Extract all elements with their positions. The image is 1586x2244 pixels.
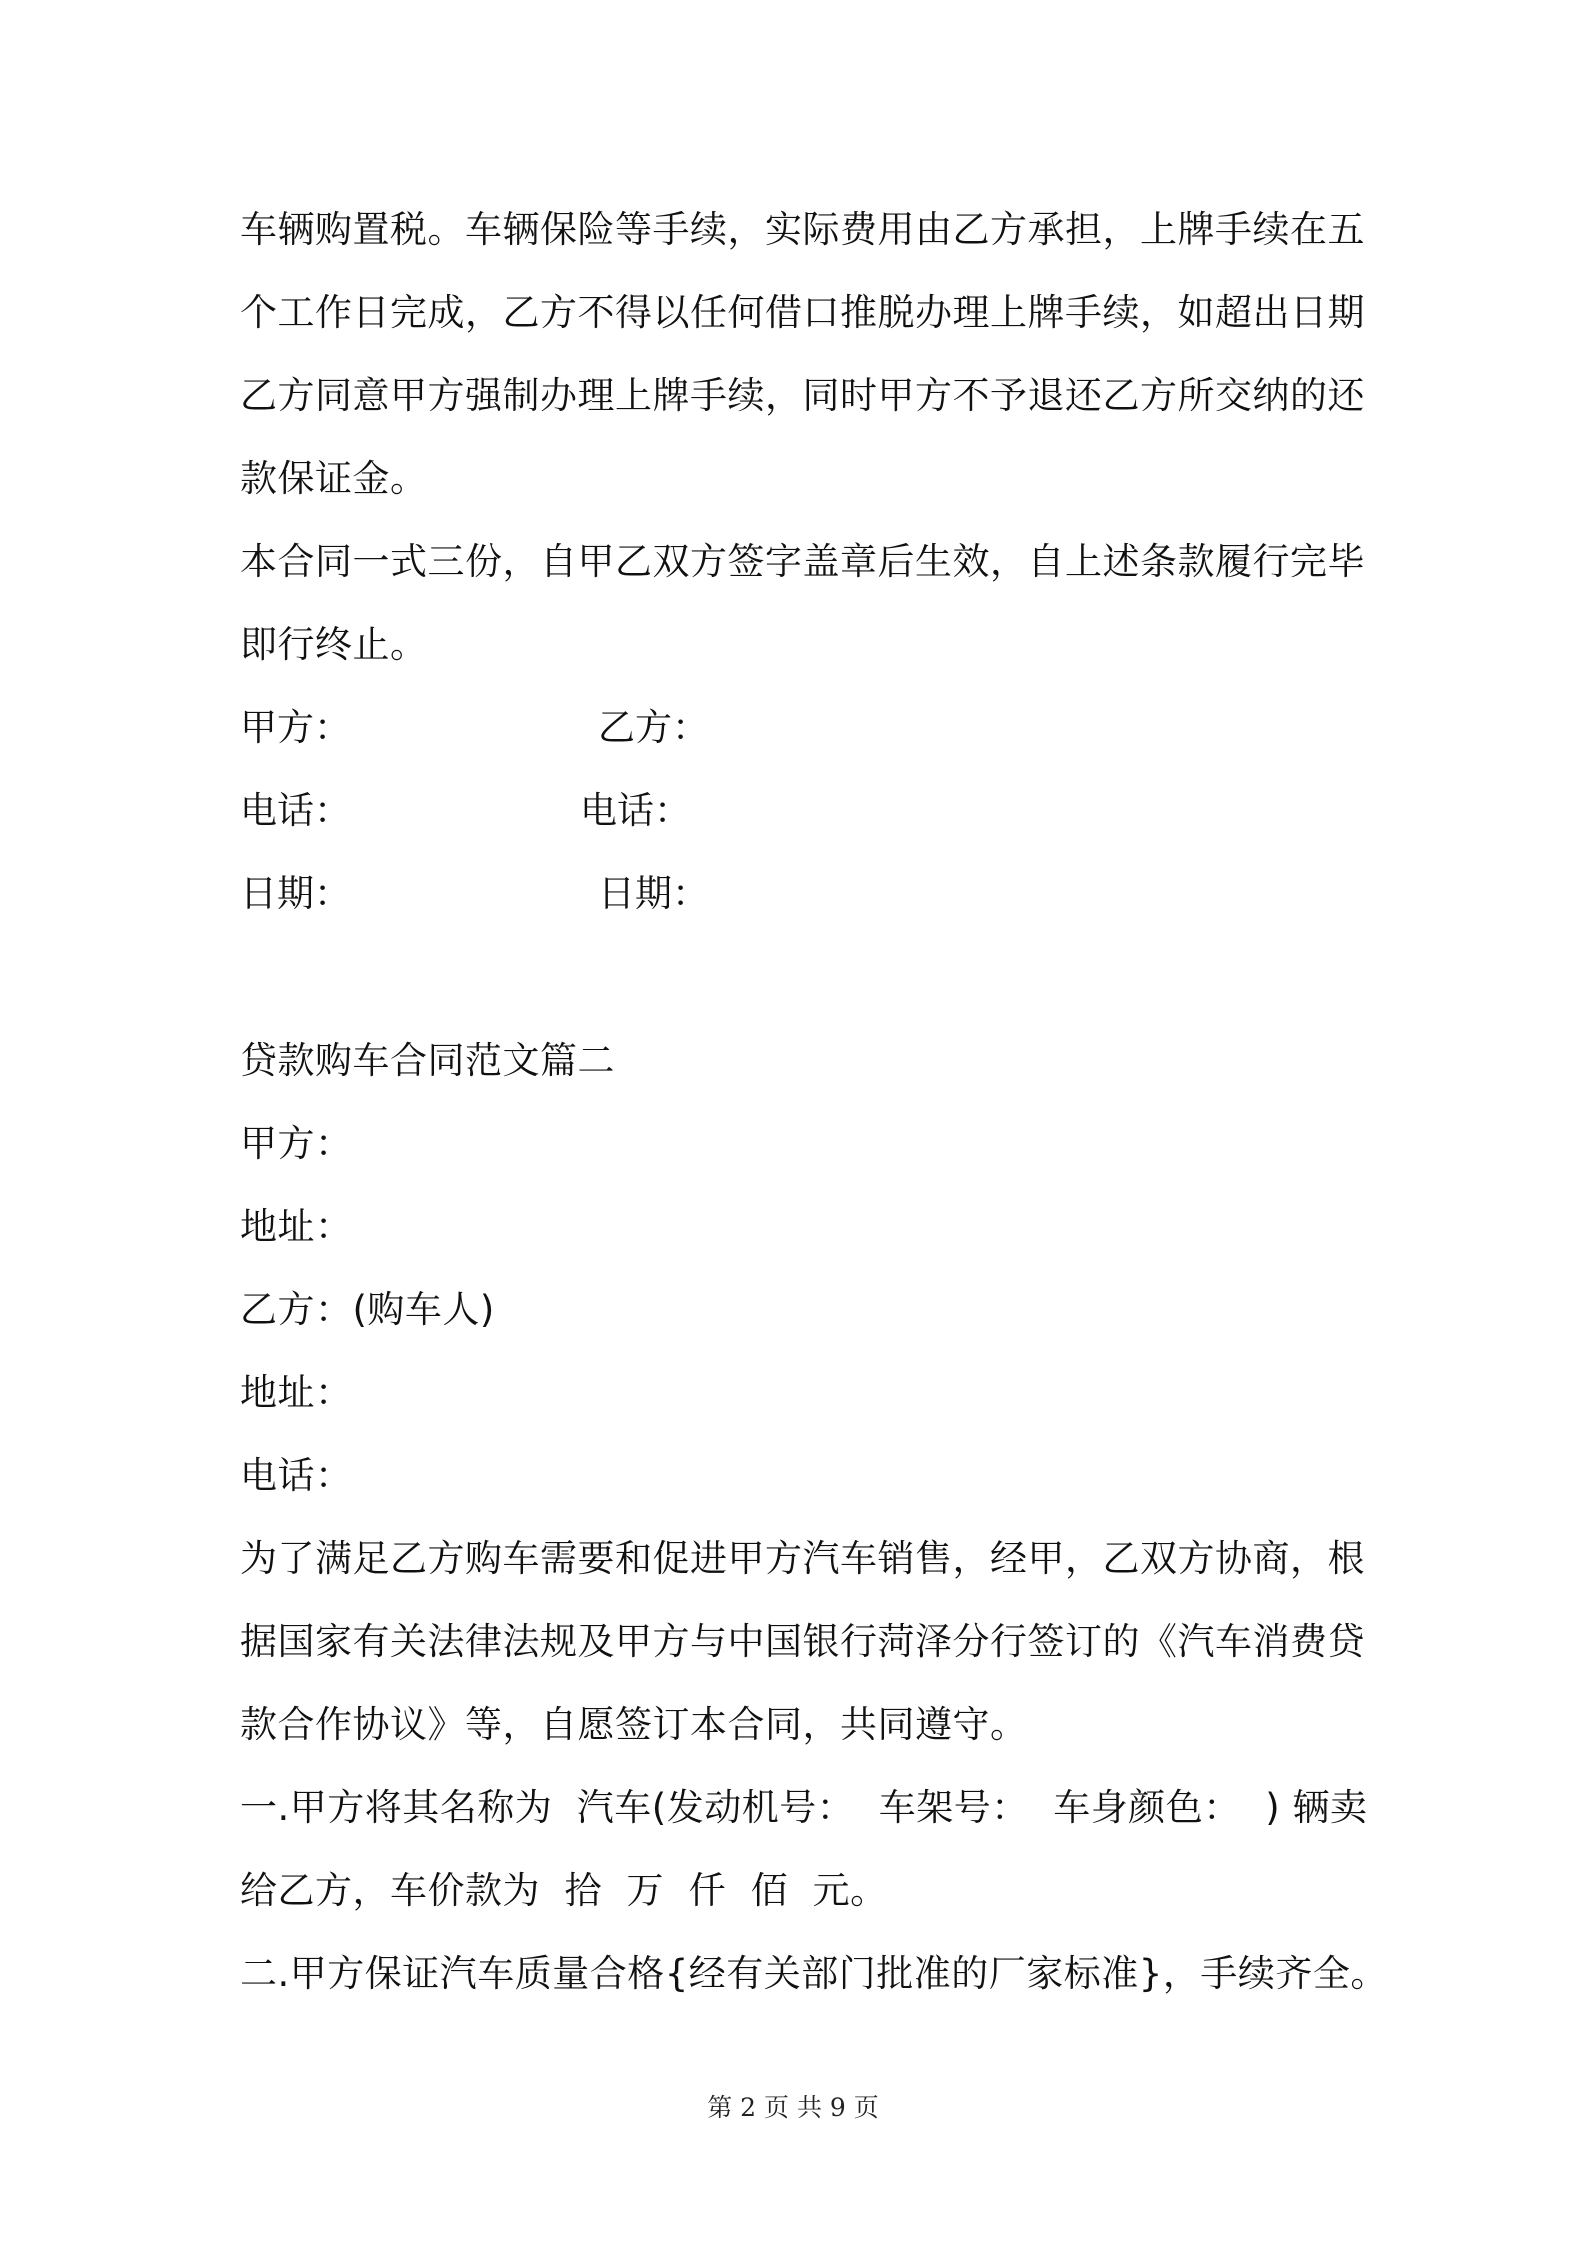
- signature-party-b-label: 乙方：: [598, 706, 709, 749]
- section-title: 贷款购车合同范文篇二: [240, 1039, 615, 1082]
- signature-phone-b-label: 电话：: [580, 789, 691, 832]
- party-a-field: 甲方：: [240, 1122, 353, 1165]
- party-b-field: 乙方：(购车人): [240, 1288, 495, 1331]
- paragraph-line: 乙方同意甲方强制办理上牌手续，同时甲方不予退还乙方所交纳的还: [240, 374, 1365, 417]
- signature-phone-a-label: 电话：: [240, 789, 351, 832]
- clause-two-line: 二.甲方保证汽车质量合格{经有关部门批准的厂家标准}，手续齐全。: [240, 1952, 1388, 1995]
- effect-clause-line: 本合同一式三份，自甲乙双方签字盖章后生效，自上述条款履行完毕: [240, 540, 1365, 583]
- effect-clause-line: 即行终止。: [240, 623, 428, 666]
- intro-line: 款合作协议》等，自愿签订本合同，共同遵守。: [240, 1703, 1028, 1746]
- signature-date-a-label: 日期：: [240, 872, 351, 915]
- address-a-field: 地址：: [240, 1205, 353, 1248]
- address-b-field: 地址：: [240, 1371, 353, 1414]
- clause-one-line: 一.甲方将其名称为 汽车(发动机号： 车架号： 车身颜色： ) 辆卖: [240, 1786, 1368, 1829]
- signature-date-b-label: 日期：: [598, 872, 709, 915]
- page-number-footer: 第 2 页 共 9 页: [707, 2093, 879, 2122]
- intro-line: 为了满足乙方购车需要和促进甲方汽车销售，经甲，乙双方协商，根: [240, 1537, 1365, 1580]
- paragraph-line: 车辆购置税。车辆保险等手续，实际费用由乙方承担，上牌手续在五: [240, 208, 1365, 251]
- paragraph-line: 个工作日完成，乙方不得以任何借口推脱办理上牌手续，如超出日期: [240, 291, 1365, 334]
- phone-field: 电话：: [240, 1454, 353, 1497]
- clause-one-line: 给乙方，车价款为 拾 万 仟 佰 元。: [240, 1869, 888, 1912]
- paragraph-line: 款保证金。: [240, 457, 428, 500]
- signature-party-a-label: 甲方：: [240, 706, 351, 749]
- intro-line: 据国家有关法律法规及甲方与中国银行菏泽分行签订的《汽车消费贷: [240, 1620, 1365, 1663]
